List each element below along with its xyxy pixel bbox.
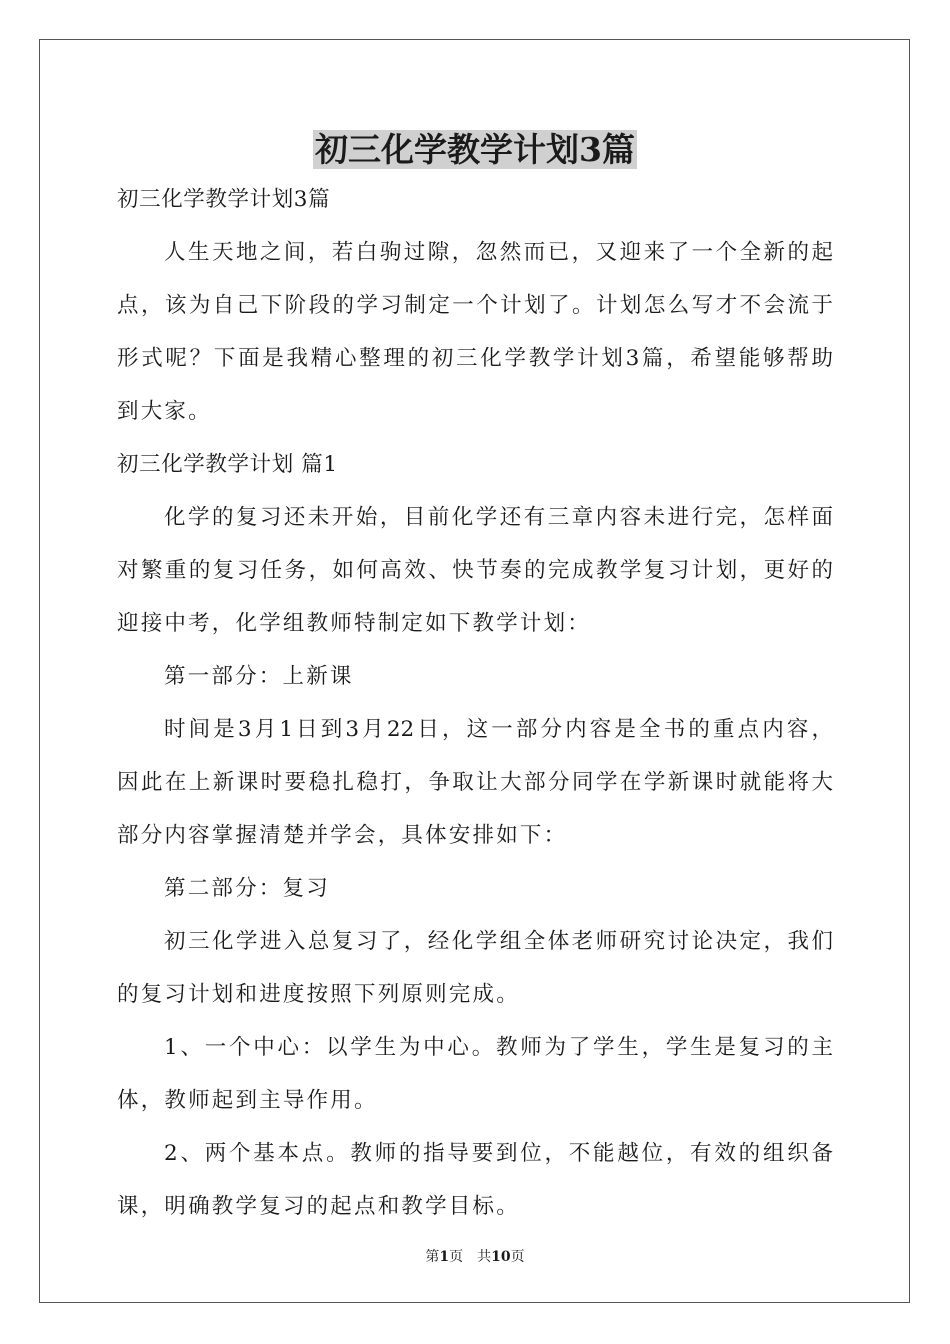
part-one-heading: 第一部分：上新课 [164, 664, 354, 689]
document-title-text: 初三化学教学计划3篇 [315, 130, 635, 169]
para1-line-1: 化学的复习还未开始，目前化学还有三章内容未进行完，怎样面 [164, 505, 833, 530]
para1-line-3: 迎接中考，化学组教师特制定如下教学计划： [117, 611, 592, 636]
document-body [117, 179, 833, 1228]
total-pages: 10 [491, 1249, 511, 1265]
intro-line-4: 到大家。 [117, 399, 212, 424]
total-prefix: 共 [477, 1249, 492, 1265]
point1-line-2: 体，教师起到主导作用。 [117, 1088, 378, 1113]
intro-line-3: 形式呢？下面是我精心整理的初三化学教学计划3篇，希望能够帮助 [117, 346, 833, 371]
total-unit: 页 [510, 1249, 525, 1265]
page-footer [0, 1247, 950, 1267]
point2-line-2: 课，明确教学复习的起点和教学目标。 [117, 1194, 520, 1219]
point2-line-1: 2、两个基本点。教师的指导要到位，不能越位，有效的组织备 [164, 1141, 833, 1166]
intro-line-1: 人生天地之间，若白驹过隙，忽然而已，又迎来了一个全新的起 [164, 240, 833, 265]
intro-line-2: 点，该为自己下阶段的学习制定一个计划了。计划怎么写才不会流于 [117, 293, 833, 318]
document-title [0, 128, 950, 172]
page-prefix: 第 [425, 1249, 440, 1265]
part-two-heading: 第二部分：复习 [164, 876, 330, 901]
point1-line-1: 1、一个中心：以学生为中心。教师为了学生，学生是复习的主 [164, 1035, 833, 1060]
page-number: 1 [439, 1249, 450, 1265]
section-heading-1: 初三化学教学计划 篇1 [117, 452, 338, 477]
para2-line-2: 因此在上新课时要稳扎稳打，争取让大部分同学在学新课时就能将大 [117, 770, 833, 795]
page-unit: 页 [449, 1249, 464, 1265]
para2-line-3: 部分内容掌握清楚并学会，具体安排如下： [117, 823, 568, 848]
para1-line-2: 对繁重的复习任务，如何高效、快节奏的完成教学复习计划，更好的 [117, 558, 833, 583]
para3-line-1: 初三化学进入总复习了，经化学组全体老师研究讨论决定，我们 [164, 929, 833, 954]
para2-line-1: 时间是3月1日到3月22日，这一部分内容是全书的重点内容， [164, 717, 833, 742]
subtitle-line: 初三化学教学计划3篇 [117, 187, 331, 212]
para3-line-2: 的复习计划和进度按照下列原则完成。 [117, 982, 520, 1007]
